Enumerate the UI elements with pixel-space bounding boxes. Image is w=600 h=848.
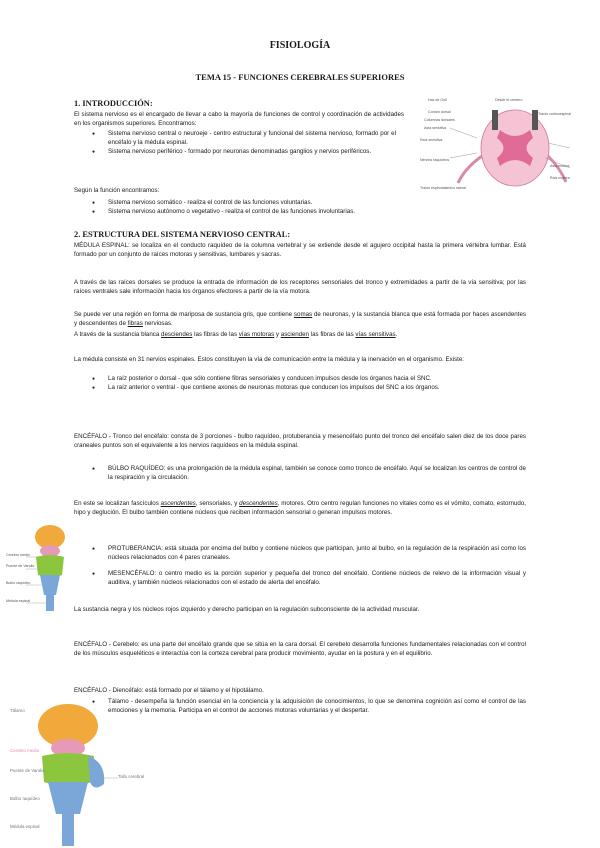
list-item: ● La raíz posterior o dorsal - que sólo contiene fibras sensoriales y conducen impulsos desde los órganos hacia el SNC. xyxy=(90,375,526,384)
figure-label: Tracto espinotalámico lateral xyxy=(420,186,466,190)
sustancia-negra-paragraph: La sustancia negra y los núcleos rojos izquierdo y derecho participan en la regulación subconsciente de la actividad muscular. xyxy=(74,606,420,613)
intro-bullet-list xyxy=(90,130,396,157)
raices-paragraph: A través de las raíces dorsales se produce la entrada de información de los receptores sensoriales del tronco y extremidades a partir de la vía sensitiva; por las raíces ventrales sale información hacia los órganos efectores a partir de la vía motora. xyxy=(74,279,526,295)
list-item: ● BÚLBO RAQUÍDEO: es una prolongación de la médula espinal, también se conoce como tronco de encéfalo. Aquí se localizan los centros de control de la respiración y la circulación. xyxy=(90,465,526,483)
figure-label: Raíz motora xyxy=(550,176,570,180)
figure-label: Tallo cerebral xyxy=(118,774,145,779)
figure-label: Asta sensitiva xyxy=(424,126,447,130)
figure-label: Cerebro medio xyxy=(10,748,40,753)
figure-label: Desde el cerebro xyxy=(495,98,523,102)
figure-label: Haz de Goll xyxy=(428,98,447,102)
figure-label: Bulbo raquídeo xyxy=(6,581,31,585)
function-bullet-list xyxy=(90,199,510,217)
figure-label: Tálamo xyxy=(10,708,25,713)
region-paragraph: Se puede ver una región en forma de mariposa de sustancia gris, que contiene somas de neuronas, y la sustancia blanca que está formada por haces ascendentes y descendentes de fibras nerviosas. xyxy=(74,311,527,327)
medula-paragraph: MÉDULA ESPINAL: se localiza en el conducto raquídeo de la columna vertebral y se extiende desde el agujero occipital hasta la primera vértebra lumbar. Está formado por un conjunto de raíces motoras y sensitivas, lumbares y sacras. xyxy=(74,242,526,258)
fasciculos-paragraph: En este se localizan fascículos ascendentes, sensoriales, y descendentes, motores. Otro centro regulan funciones no vitales como es el vómito, comato, estornudo, hipo y deglución. El bulbo también contiene núcleos que reciben información sensorial o generan impulsos motores. xyxy=(74,500,526,516)
figure-label: Puente de Varolio xyxy=(6,564,35,568)
encefalo-tronco-paragraph: ENCÉFALO - Tronco del encéfalo: consta de 3 porciones - bulbo raquídeo, protuberancia y mesencéfalo punto del tronco del encéfalo salen diez de los doce pares craneales puntos son el equivalente a los nervios raquídeos en la médula espinal. xyxy=(74,433,526,449)
list-item: ● Sistema nervioso autónomo o vegetativo - realiza el control de las funciones involuntarias. xyxy=(90,208,510,217)
section-heading-structure: 2. ESTRUCTURA DEL SISTEMA NERVIOSO CENTRAL: xyxy=(74,230,291,239)
figure-label: Asta motora xyxy=(550,164,570,168)
brainstem-figure-large xyxy=(6,700,146,846)
cerebelo-paragraph: ENCÉFALO - Cerebelo: es una parte del encéfalo grande que se sitúa en la cara dorsal. El cerebelo desarrolla funciones fundamentales relacionadas con el control de los músculos esqueléticos e interactúa con la corteza cerebral para producir movimiento, ayudar en la postura y en el equilibrio. xyxy=(74,641,526,657)
bulbo-bullet-list xyxy=(90,465,526,483)
figure-label: Tracto corticoespinal xyxy=(538,112,572,116)
figure-label: Cordón dorsal xyxy=(428,110,451,114)
function-intro: Según la función encontramos: xyxy=(74,187,160,194)
list-item: ● Sistema nervioso central o neuroeje - centro estructural y funcional del sistema nervioso, formado por el encéfalo y la médula espinal. xyxy=(90,130,396,148)
figure-label: Médula espinal xyxy=(10,824,40,829)
tronco-bullet-list xyxy=(90,545,526,588)
list-item: ● La raíz anterior o ventral - que contiene axones de neuronas motoras que conducen los impulsos del SNC a los órganos. xyxy=(90,384,526,393)
list-item: ● Sistema nervioso periférico - formado por neuronas denominadas ganglios y nervios periféricos. xyxy=(90,148,396,157)
nervios-paragraph: La médula consiste en 31 nervios espinales. Estos constituyen la vía de comunicación entre la médula y la inervación en el organismo. Existe: xyxy=(74,356,465,363)
topic-title: TEMA 15 - FUNCIONES CEREBRALES SUPERIORES xyxy=(195,72,405,82)
list-item: ● Tálamo - desempeña la función esencial en la conciencia y la adquisición de conocimientos, lo que se denomina cognición así como el control de las emociones y la memoria. Participa en el control de acciones motoras voluntarias y el despertar. xyxy=(90,698,526,716)
brainstem-figure-small xyxy=(6,523,76,611)
figure-label: Bulbo raquídeo xyxy=(10,796,40,801)
spinal-cord-figure xyxy=(420,98,580,198)
diencefalo-bullet-list xyxy=(90,698,526,716)
diencefalo-paragraph: ENCÉFALO - Diencéfalo: está formado por el tálamo y el hipotálamo. xyxy=(74,687,264,694)
document-title: FISIOLOGÍA xyxy=(269,40,331,51)
figure-label: Médula espinal xyxy=(6,599,31,603)
figure-label: Nervios raquídeos xyxy=(420,158,450,162)
figure-label: Columnas dorsales xyxy=(424,118,455,122)
figure-label: Cerebro medio xyxy=(6,553,30,557)
figure-label: Raíz sensitiva xyxy=(420,138,443,142)
raiz-bullet-list xyxy=(90,375,526,393)
intro-paragraph: El sistema nervioso es el encargado de llevar a cabo la mayoría de funciones de control y coordinación de actividades en los organismos superiores. Encontramos: xyxy=(74,111,404,127)
list-item: ● Sistema nervioso somático - realiza el control de las funciones voluntarias. xyxy=(90,199,510,208)
list-item: ● PROTUBERANCIA: está situada por encima del bulbo y contiene núcleos que participan, junto al bulbo, en la regulación de la respiración así como los núcleos relacionados con 4 pares craneales. xyxy=(90,545,526,563)
section-heading-intro: 1. INTRODUCCIÓN: xyxy=(74,99,153,108)
sustancia-paragraph: A través de la sustancia blanca desciendes las fibras de las vías motoras y ascienden las fibras de las vías sensitivas. xyxy=(74,331,398,338)
list-item: ● MESENCÉFALO: o centro medio es la porción superior y pequeña del tronco del encéfalo. Contiene núcleos de relevo de la información visual y auditiva, y también núcleos relacionados con el estado de alerta del encéfalo. xyxy=(90,570,526,588)
figure-label: Puente de Varolio xyxy=(10,768,45,773)
